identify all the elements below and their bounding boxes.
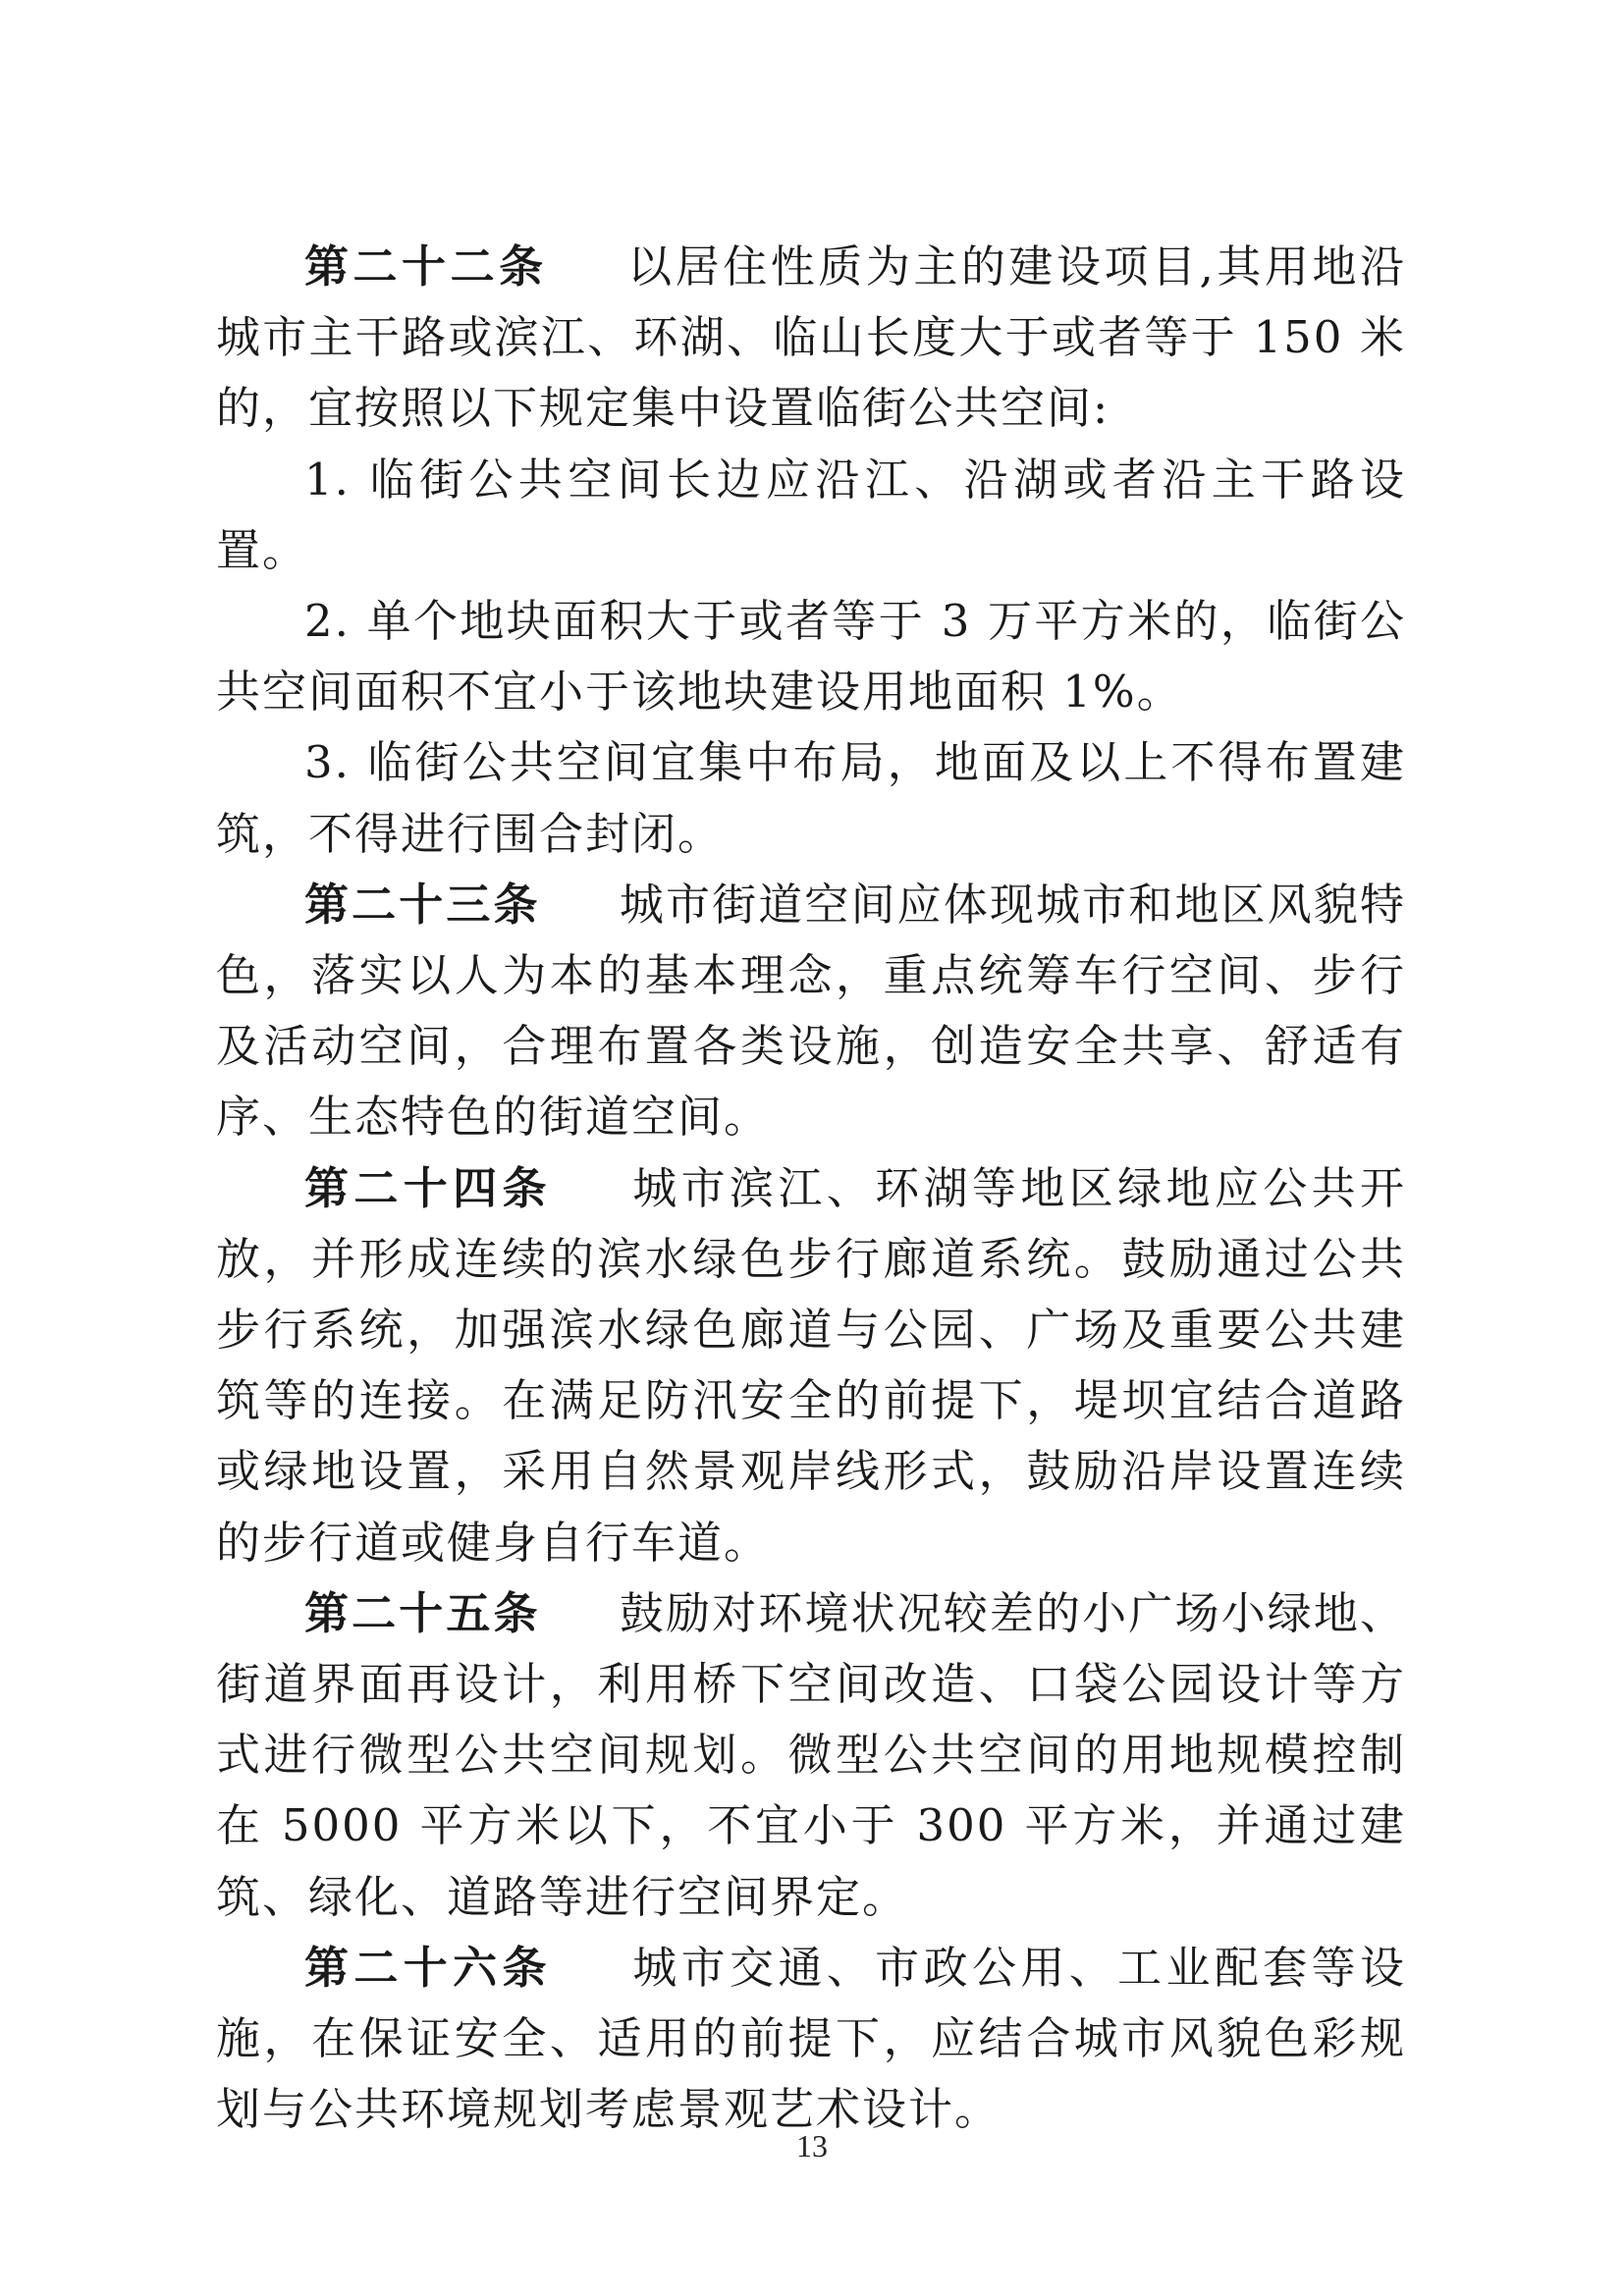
article-26-heading: 第二十六条 xyxy=(304,1941,552,1994)
article-23-heading: 第二十三条 xyxy=(304,878,541,931)
article-22-paragraph xyxy=(216,232,1406,445)
article-22-item-2 xyxy=(216,586,1406,727)
article-26-paragraph xyxy=(216,1933,1406,2146)
article-22-item-3 xyxy=(216,727,1406,869)
article-23-paragraph xyxy=(216,870,1406,1153)
article-23-text: 城市街道空间应体现城市和地区风貌特色，落实以人为本的基本理念，重点统筹车行空间、步行及活动空间，合理布置各类设施，创造安全共享、舒适有序、生态特色的街道空间。 xyxy=(216,878,1406,1144)
article-25-text: 鼓励对环境状况较差的小广场小绿地、街道界面再设计，利用桥下空间改造、口袋公园设计等方式进行微型公共空间规划。微型公共空间的用地规模控制在 5000 平方米以下，不宜小于 300 平方米，并通过建筑、绿化、道路等进行空间界定。 xyxy=(216,1586,1406,1923)
article-22-item-1 xyxy=(216,445,1406,586)
article-22-heading: 第二十二条 xyxy=(304,240,548,293)
article-26-text: 城市交通、市政公用、工业配套等设施，在保证安全、适用的前提下，应结合城市风貌色彩规划与公共环境规划考虑景观艺术设计。 xyxy=(216,1941,1406,2136)
page-number: 13 xyxy=(796,2128,828,2163)
article-22-item-2-text: 2. 单个地块面积大于或者等于 3 万平方米的，临街公共空间面积不宜小于该地块建设用地面积 1%。 xyxy=(216,595,1406,719)
article-24-heading: 第二十四条 xyxy=(304,1161,552,1214)
document-body xyxy=(216,232,1406,2145)
article-25-paragraph xyxy=(216,1578,1406,1933)
article-22-text: 以居住性质为主的建设项目,其用地沿城市主干路或滨江、环湖、临山长度大于或者等于 150 米的，宜按照以下规定集中设置临街公共空间: xyxy=(216,240,1406,435)
article-24-paragraph xyxy=(216,1153,1406,1578)
article-22-item-1-text: 1. 临街公共空间长边应沿江、沿湖或者沿主干路设置。 xyxy=(216,453,1406,576)
article-25-heading: 第二十五条 xyxy=(304,1586,541,1639)
article-22-item-3-text: 3. 临街公共空间宜集中布局，地面及以上不得布置建筑，不得进行围合封闭。 xyxy=(216,736,1406,860)
article-24-text: 城市滨江、环湖等地区绿地应公共开放，并形成连续的滨水绿色步行廊道系统。鼓励通过公共步行系统，加强滨水绿色廊道与公园、广场及重要公共建筑等的连接。在满足防汛安全的前提下，堤坝宜结合道路或绿地设置，采用自然景观岸线形式，鼓励沿岸设置连续的步行道或健身自行车道。 xyxy=(216,1161,1406,1569)
